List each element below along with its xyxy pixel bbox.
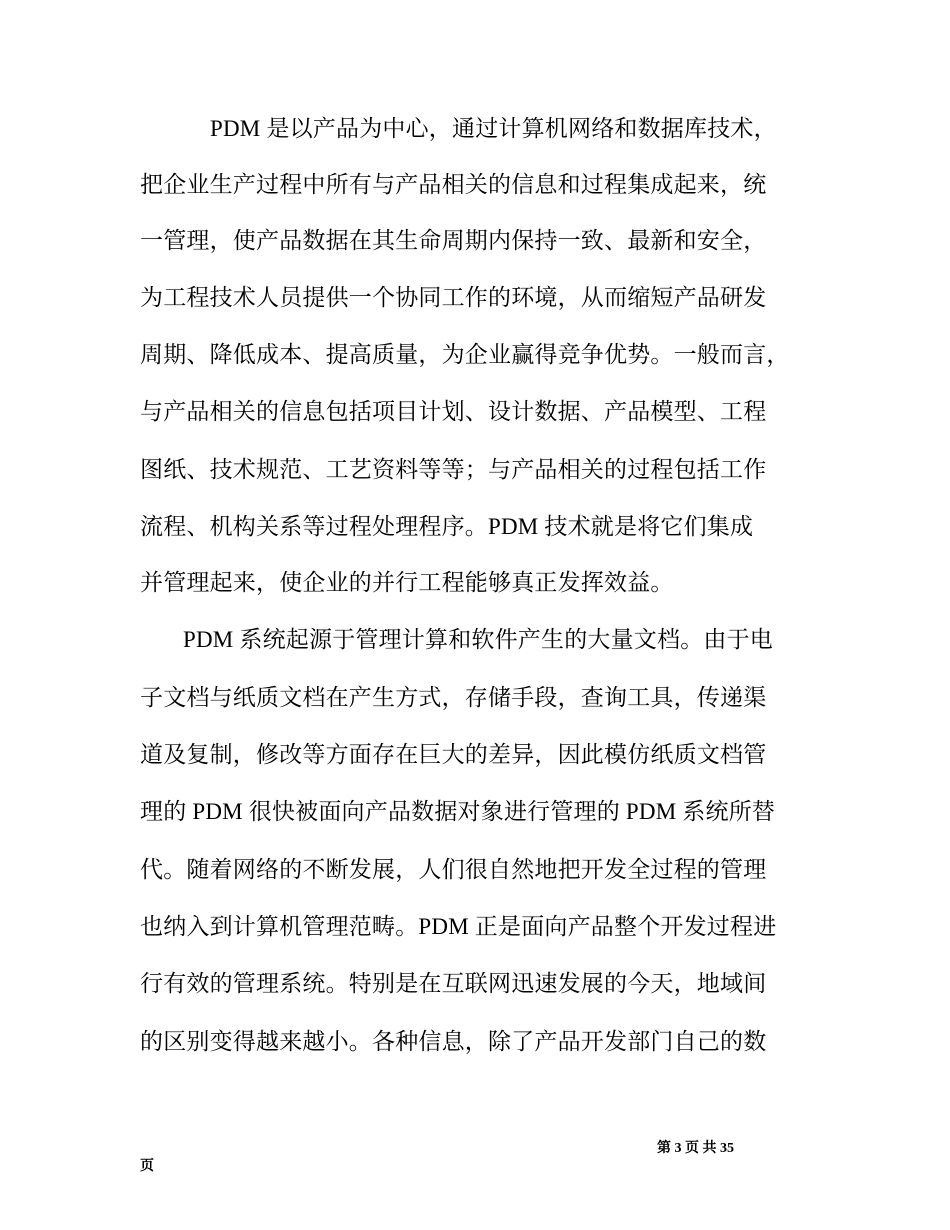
page-number-label-continued: 页 (140, 1159, 154, 1174)
text-line-4: 为工程技术人员提供一个协同工作的环境，从而缩短产品研发 (140, 285, 767, 310)
text-line-10: PDM 系统起源于管理计算和软件产生的大量文档。由于电 (183, 627, 774, 652)
text-line-5: 周期、降低成本、提高质量，为企业赢得竞争优势。一般而言， (140, 342, 790, 367)
text-line-6: 与产品相关的信息包括项目计划、设计数据、产品模型、工程 (140, 399, 767, 424)
text-line-16: 行有效的管理系统。特别是在互联网迅速发展的今天，地域间 (140, 971, 767, 996)
text-line-9: 并管理起来，使企业的并行工程能够真正发挥效益。 (140, 570, 674, 595)
text-line-1: PDM 是以产品为中心，通过计算机网络和数据库技术， (210, 116, 777, 141)
page-number-label: 第 3 页 共 35 (657, 1141, 734, 1156)
text-line-12: 道及复制，修改等方面存在巨大的差异，因此模仿纸质文档管 (140, 742, 767, 767)
text-line-2: 把企业生产过程中所有与产品相关的信息和过程集成起来，统 (140, 172, 767, 197)
text-line-13: 理的 PDM 很快被面向产品数据对象进行管理的 PDM 系统所替 (140, 799, 776, 824)
text-line-7: 图纸、技术规范、工艺资料等等；与产品相关的过程包括工作 (140, 457, 767, 482)
text-line-8: 流程、机构关系等过程处理程序。PDM 技术就是将它们集成 (140, 514, 754, 539)
text-line-14: 代。随着网络的不断发展，人们很自然地把开发全过程的管理 (140, 857, 767, 882)
text-line-3: 一管理，使产品数据在其生命周期内保持一致、最新和安全， (140, 228, 767, 253)
text-line-17: 的区别变得越来越小。各种信息，除了产品开发部门自己的数 (140, 1029, 767, 1054)
text-line-11: 子文档与纸质文档在产生方式，存储手段，查询工具，传递渠 (140, 685, 767, 710)
text-line-15: 也纳入到计算机管理范畴。PDM 正是面向产品整个开发过程进 (140, 914, 777, 939)
